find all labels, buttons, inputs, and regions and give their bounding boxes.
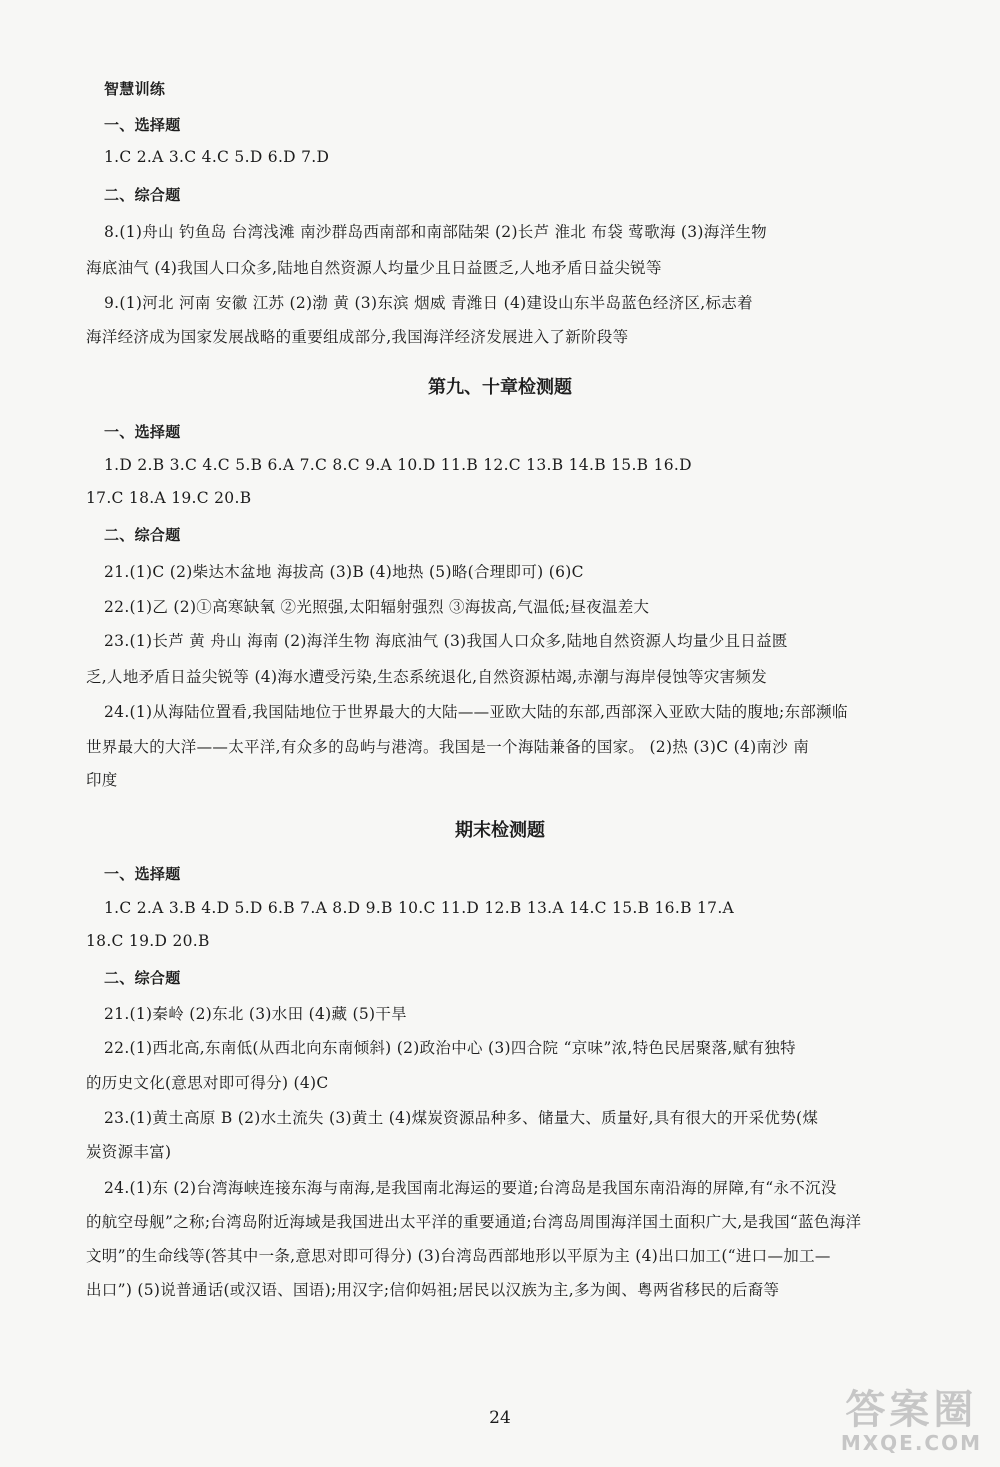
- section-heading-final: 期末检测题: [455, 820, 545, 841]
- choice-answers: 1.C 2.A 3.C 4.C 5.D 6.D 7.D: [104, 148, 330, 166]
- answer-line: 的航空母舰”之称;台湾岛附近海域是我国进出太平洋的重要通道;台湾岛周围海洋国土面积广大,是我国“蓝色海洋: [86, 1213, 862, 1231]
- answer-line: 出口”) (5)说普通话(或汉语、国语);用汉字;信仰妈祖;居民以汉族为主,多为闽、粤两省移民的后裔等: [86, 1281, 780, 1299]
- comprehensive-label: 二、综合题: [104, 186, 181, 204]
- answer-line: 22.(1)乙 (2)①高寒缺氧 ②光照强,太阳辐射强烈 ③海拔高,气温低;昼夜温差大: [104, 598, 650, 616]
- watermark-logo: [841, 1378, 982, 1455]
- comprehensive-label: 二、综合题: [104, 526, 181, 544]
- answer-line: 22.(1)西北高,东南低(从西北向东南倾斜) (2)政治中心 (3)四合院 “京味”浓,特色民居聚落,赋有独特: [104, 1039, 796, 1057]
- choice-label: 一、选择题: [104, 423, 181, 441]
- answer-line: 23.(1)长芦 黄 舟山 海南 (2)海洋生物 海底油气 (3)我国人口众多,陆地自然资源人均量少且日益匮: [104, 632, 788, 650]
- answer-line: 海洋经济成为国家发展战略的重要组成部分,我国海洋经济发展进入了新阶段等: [86, 328, 629, 346]
- answer-line: 乏,人地矛盾日益尖锐等 (4)海水遭受污染,生态系统退化,自然资源枯竭,赤潮与海岸侵蚀等灾害频发: [86, 668, 767, 686]
- answer-line: 海底油气 (4)我国人口众多,陆地自然资源人均量少且日益匮乏,人地矛盾日益尖锐等: [86, 259, 662, 277]
- comprehensive-label: 二、综合题: [104, 969, 181, 987]
- answer-line: 21.(1)C (2)柴达木盆地 海拔高 (3)B (4)地热 (5)略(合理即可) (6)C: [104, 563, 584, 581]
- choice-answers: 1.C 2.A 3.B 4.D 5.D 6.B 7.A 8.D 9.B 10.C 11.D 12.B 13.A 14.C 15.B 16.B 17.A: [104, 899, 735, 917]
- section-title-zhihui: 智慧训练: [104, 80, 166, 98]
- watermark-logo-text: 答案圈: [845, 1387, 978, 1433]
- answer-line: 世界最大的大洋——太平洋,有众多的岛屿与港湾。我国是一个海陆兼备的国家。 (2)热 (3)C (4)南沙 南: [86, 738, 810, 756]
- section-heading-chapter9-10: 第九、十章检测题: [428, 377, 572, 398]
- answer-line: 8.(1)舟山 钓鱼岛 台湾浅滩 南沙群岛西南部和南部陆架 (2)长芦 淮北 布袋 莺歌海 (3)海洋生物: [104, 223, 767, 241]
- watermark-url: MXQE.COM: [840, 1431, 982, 1455]
- answer-line: 23.(1)黄土高原 B (2)水土流失 (3)黄土 (4)煤炭资源品种多、储量大、质量好,具有很大的开采优势(煤: [104, 1109, 819, 1127]
- answer-line: 24.(1)东 (2)台湾海峡连接东海与南海,是我国南北海运的要道;台湾岛是我国东南沿海的屏障,有“永不沉没: [104, 1179, 837, 1197]
- page-number: 24: [489, 1408, 511, 1428]
- answer-line: 24.(1)从海陆位置看,我国陆地位于世界最大的大陆——亚欧大陆的东部,西部深入亚欧大陆的腹地;东部濒临: [104, 703, 848, 721]
- answer-line: 的历史文化(意思对即可得分) (4)C: [86, 1074, 329, 1092]
- answer-line: 印度: [86, 771, 118, 789]
- choice-answers: 1.D 2.B 3.C 4.C 5.B 6.A 7.C 8.C 9.A 10.D 11.B 12.C 13.B 14.B 15.B 16.D: [104, 456, 692, 474]
- choice-label: 一、选择题: [104, 116, 181, 134]
- answer-line: 9.(1)河北 河南 安徽 江苏 (2)渤 黄 (3)东滨 烟威 青潍日 (4)建设山东半岛蓝色经济区,标志着: [104, 294, 753, 312]
- answer-line: 文明”的生命线等(答其中一条,意思对即可得分) (3)台湾岛西部地形以平原为主 (4)出口加工(“进口—加工—: [86, 1247, 831, 1265]
- answer-line: 炭资源丰富): [86, 1143, 172, 1161]
- choice-label: 一、选择题: [104, 865, 181, 883]
- choice-answers: 18.C 19.D 20.B: [86, 932, 210, 950]
- answer-line: 21.(1)秦岭 (2)东北 (3)水田 (4)藏 (5)干旱: [104, 1005, 407, 1023]
- choice-answers: 17.C 18.A 19.C 20.B: [86, 489, 252, 507]
